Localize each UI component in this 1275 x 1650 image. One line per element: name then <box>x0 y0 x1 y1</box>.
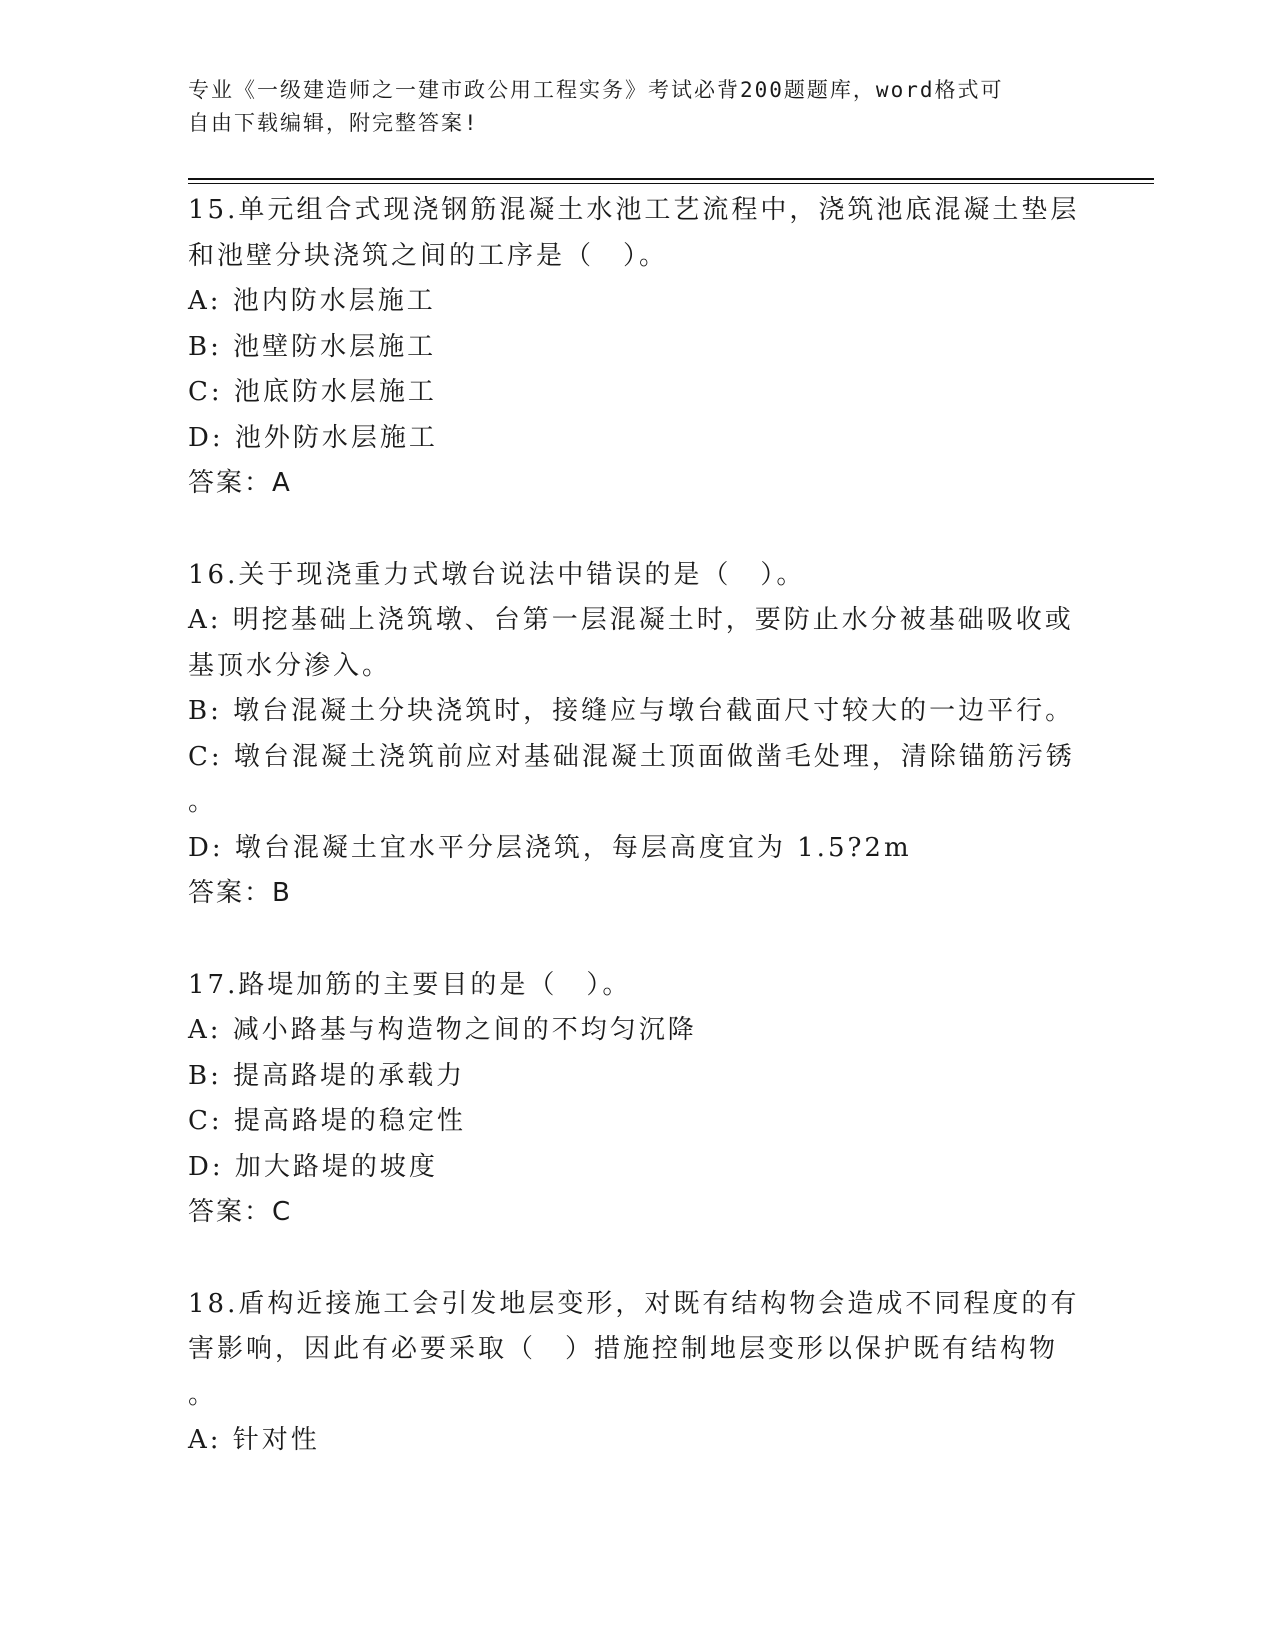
question-15 <box>188 188 1088 507</box>
question-18 <box>188 1282 1088 1464</box>
option-c-continued: 。 <box>188 787 218 817</box>
option-c: C: 提高路堤的稳定性 <box>188 1106 466 1136</box>
option-a: A: 池内防水层施工 <box>188 286 436 316</box>
answer-line: 答案：B <box>188 878 292 908</box>
option-b: B: 墩台混凝土分块浇筑时，接缝应与墩台截面尺寸较大的一边平行。 <box>188 696 1075 726</box>
question-list <box>188 188 1088 1510</box>
option-b: B: 提高路堤的承载力 <box>188 1060 466 1091</box>
question-16 <box>188 553 1088 917</box>
header-line-2: 自由下载编辑，附完整答案! <box>188 111 479 135</box>
header-rule-thin <box>188 183 1154 184</box>
option-b: B: 池壁防水层施工 <box>188 331 437 362</box>
option-d: D: 墩台混凝土宜水平分层浇筑，每层高度宜为 1.5?2m <box>188 832 912 863</box>
answer-line: 答案：C <box>188 1197 293 1227</box>
question-stem: 16.关于现浇重力式墩台说法中错误的是（ ）。 <box>188 559 806 590</box>
question-stem: 。 <box>188 1379 218 1410</box>
question-stem: 18.盾构近接施工会引发地层变形，对既有结构物会造成不同程度的有 <box>188 1288 1080 1319</box>
question-stem: 和池壁分块浇筑之间的工序是（ ）。 <box>188 240 669 271</box>
option-a: A: 减小路基与构造物之间的不均匀沉降 <box>188 1015 697 1045</box>
answer-line: 答案：A <box>188 468 292 498</box>
option-c: C: 池底防水层施工 <box>188 377 437 407</box>
option-d: D: 加大路堤的坡度 <box>188 1151 438 1182</box>
page-header <box>188 74 1088 140</box>
question-stem: 害影响，因此有必要采取（ ）措施控制地层变形以保护既有结构物 <box>188 1334 1059 1364</box>
header-rule-thick <box>188 178 1154 180</box>
question-stem: 17.路堤加筋的主要目的是（ ）。 <box>188 969 632 1000</box>
option-a: A: 针对性 <box>188 1425 320 1455</box>
header-line-1: 专业《一级建造师之一建市政公用工程实务》考试必背200题题库，word格式可 <box>188 78 1004 102</box>
question-stem: 15.单元组合式现浇钢筋混凝土水池工艺流程中，浇筑池底混凝土垫层 <box>188 195 1080 225</box>
option-d: D: 池外防水层施工 <box>188 422 438 453</box>
question-17 <box>188 963 1088 1236</box>
option-a: A: 明挖基础上浇筑墩、台第一层混凝土时，要防止水分被基础吸收或 <box>188 605 1074 635</box>
option-c: C: 墩台混凝土浇筑前应对基础混凝土顶面做凿毛处理，清除锚筋污锈 <box>188 741 1075 772</box>
option-a-continued: 基顶水分渗入。 <box>188 650 392 681</box>
